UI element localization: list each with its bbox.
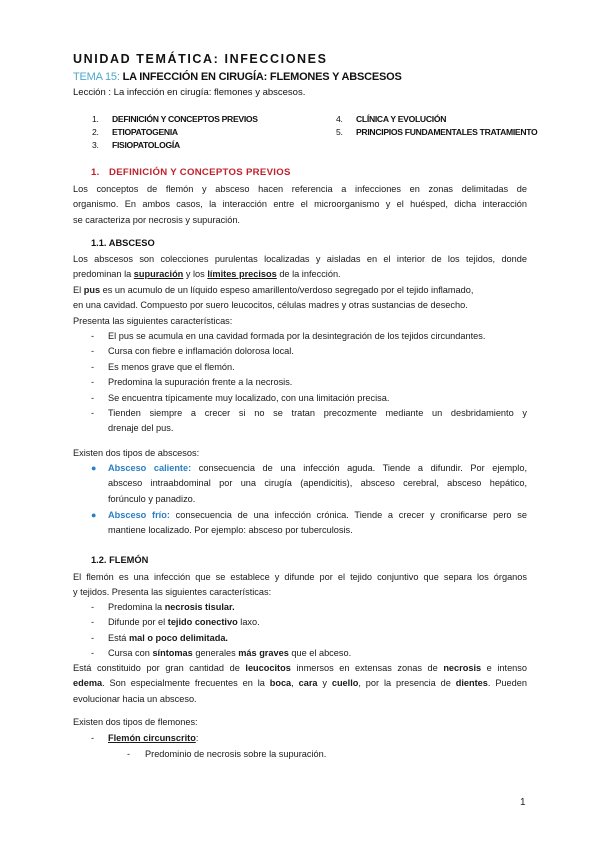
flemon-type-circunscrito xyxy=(91,731,527,763)
flemon-definition xyxy=(73,570,527,601)
text-run: Predomina la xyxy=(108,602,165,612)
tema-title: LA INFECCIÓN EN CIRUGÍA: FLEMONES Y ABSCESOS xyxy=(122,71,402,83)
page-number: 1 xyxy=(520,797,526,808)
toc-item-2 xyxy=(92,127,178,137)
flemon-characteristics-list xyxy=(91,600,527,662)
type-line: absceso intraabdominal por una cirugía (apendicitis), absceso cerebral, absceso hepático, xyxy=(108,478,527,489)
absceso-line xyxy=(73,267,527,282)
section-num: 1. xyxy=(91,167,100,178)
dash-marker: - xyxy=(91,331,95,341)
bullet-marker: ● xyxy=(91,510,97,520)
text-run: consecuencia de una infección aguda. Tiende a difundir. Por ejemplo, xyxy=(191,463,527,473)
tema-label: TEMA 15: xyxy=(73,71,120,83)
flemon-heading: 1.2. FLEMÓN xyxy=(91,555,149,565)
tema-heading xyxy=(73,71,402,83)
keyword: necrosis xyxy=(443,663,482,673)
absceso-line: Los abscesos son colecciones purulentas localizadas y aisladas en el interior de los tejidos, donde xyxy=(73,254,527,264)
keyword: cuello xyxy=(331,678,359,689)
list-item-text xyxy=(108,600,235,615)
keyword: síntomas xyxy=(152,648,193,659)
keyword-pus: pus xyxy=(83,284,101,295)
text-run: y los xyxy=(183,269,208,280)
leccion-line: Lección : La infección en cirugía: flemones y abscesos. xyxy=(73,87,306,98)
list-item-text: drenaje del pus. xyxy=(108,423,174,434)
text-run: de la infección. xyxy=(276,269,341,280)
keyword: tejido conectivo xyxy=(167,617,238,628)
pus-line xyxy=(73,283,527,298)
dash-marker: - xyxy=(91,648,95,659)
absceso-type-frio xyxy=(91,508,527,540)
dash-marker: - xyxy=(91,392,95,403)
list-item-text: Es menos grave que el flemón. xyxy=(108,361,235,372)
dash-marker: - xyxy=(91,733,95,743)
keyword-supuracion: supuración xyxy=(133,269,184,280)
toc-item-4 xyxy=(336,114,446,124)
text-run: . Son especialmente frecuentes en la xyxy=(102,678,270,689)
unit-title: UNIDAD TEMÁTICA: INFECCIONES xyxy=(73,52,328,66)
list-item-text: El pus se acumula en una cavidad formada por la desintegración de los tejidos circundantes. xyxy=(108,331,486,341)
text-run: El xyxy=(73,284,84,295)
text-run: consecuencia de una infección crónica. Tiende a crecer y cronificarse pero se xyxy=(169,510,527,520)
toc-label: CLÍNICA Y EVOLUCIÓN xyxy=(356,114,447,124)
flemon-composition xyxy=(73,661,527,707)
text-run: e intenso xyxy=(481,663,527,673)
text-run: : xyxy=(195,733,199,743)
type-label xyxy=(108,731,198,746)
type-line xyxy=(108,508,527,523)
keyword: edema xyxy=(73,678,103,689)
dash-marker: - xyxy=(91,602,95,612)
keyword: necrosis tisular. xyxy=(164,602,235,612)
toc-label: FISIOPATOLOGÍA xyxy=(112,140,180,150)
absceso-heading: 1.1. ABSCESO xyxy=(91,238,155,248)
dash-marker: - xyxy=(91,632,95,643)
section-1-heading xyxy=(91,167,291,178)
keyword: más graves xyxy=(238,648,289,659)
toc-num: 4. xyxy=(336,114,343,124)
toc-num: 2. xyxy=(92,127,99,137)
section-title: DEFINICIÓN Y CONCEPTOS PREVIOS xyxy=(109,167,291,178)
types-intro: Existen dos tipos de abscesos: xyxy=(73,448,200,458)
text-run: . Pueden xyxy=(487,678,527,689)
flemon-line: y tejidos. Presenta las siguientes características: xyxy=(73,587,272,598)
list-item-text: Cursa con fiebre e inflamación dolorosa local. xyxy=(108,346,294,357)
composition-line xyxy=(73,676,527,691)
pus-line-2: en una cavidad. Compuesto por suero leucocitos, células madres y otras sustancias de desecho. xyxy=(73,300,468,311)
dash-marker: - xyxy=(91,408,95,418)
absceso-type-caliente xyxy=(91,461,527,509)
text-run: predominan la xyxy=(73,269,134,280)
toc-num: 3. xyxy=(92,140,99,150)
text-run: Cursa con xyxy=(108,648,153,659)
sub-item-text: Predominio de necrosis sobre la supuración. xyxy=(145,749,327,759)
type-name: Absceso frío: xyxy=(108,510,170,520)
types-intro: Existen dos tipos de flemones: xyxy=(73,717,198,727)
list-item-text: Tienden siempre a crecer si no se tratan precozmente mediante un desbridamiento y xyxy=(108,408,527,418)
keyword: mal o poco delimitada. xyxy=(128,632,228,643)
section-1-intro xyxy=(73,182,527,228)
type-line xyxy=(108,461,527,476)
toc-item-1 xyxy=(92,114,258,124)
toc-item-3 xyxy=(92,140,180,150)
text-run: inmersos en extensas zonas de xyxy=(290,663,444,673)
text-run: y xyxy=(317,678,332,689)
absceso-definition xyxy=(73,252,527,329)
list-item-text xyxy=(108,631,228,646)
dash-marker: - xyxy=(91,346,95,357)
list-item-text: Se encuentra típicamente muy localizado, con una limitación precisa. xyxy=(108,392,390,403)
text-run: Difunde por el xyxy=(108,617,168,628)
keyword: leucocitos xyxy=(245,663,291,673)
toc-item-5 xyxy=(336,127,537,137)
type-name: Flemón circunscrito xyxy=(108,733,196,743)
toc-num: 5. xyxy=(336,127,343,137)
text-run: laxo. xyxy=(237,617,260,628)
toc-label: PRINCIPIOS FUNDAMENTALES TRATAMIENTO xyxy=(356,127,538,137)
flemon-types-intro xyxy=(73,715,527,730)
dash-marker: - xyxy=(91,377,95,388)
type-line: mantiene localizado. Por ejemplo: absceso por tuberculosis. xyxy=(108,525,353,536)
text-run: que el abceso. xyxy=(288,648,352,659)
keyword: dientes xyxy=(455,678,488,689)
intro-line: organismo. En ambos casos, la interacción entre el microorganismo y el huésped, dicha interacción xyxy=(73,199,527,210)
toc-label: DEFINICIÓN Y CONCEPTOS PREVIOS xyxy=(112,114,258,124)
composition-line: evolucionar hacia un absceso. xyxy=(73,693,197,704)
absceso-types-intro xyxy=(73,446,527,461)
intro-line: Los conceptos de flemón y absceso hacen referencia a infecciones en zonas delimitadas de xyxy=(73,184,527,194)
dash-marker: - xyxy=(127,749,131,759)
type-text xyxy=(108,461,527,507)
characteristics-intro: Presenta las siguientes características: xyxy=(73,315,233,326)
text-run: , xyxy=(291,678,299,689)
type-text xyxy=(108,508,527,539)
intro-line: se caracteriza por necrosis y supuración. xyxy=(73,214,240,225)
keyword-limites: límites precisos xyxy=(207,269,277,280)
text-run: Está xyxy=(108,632,129,643)
toc-label: ETIOPATOGENIA xyxy=(112,127,178,137)
dash-marker: - xyxy=(91,361,95,372)
type-name: Absceso caliente: xyxy=(108,463,192,473)
bullet-marker: ● xyxy=(91,463,97,473)
text-run: , por la presencia de xyxy=(358,678,456,689)
keyword: boca xyxy=(269,678,292,689)
type-line: forúnculo y panadizo. xyxy=(108,493,196,504)
toc-num: 1. xyxy=(92,114,99,124)
absceso-characteristics-list xyxy=(91,329,527,439)
text-run: es un acumulo de un líquido espeso amarillento/verdoso segregado por el tejido inflamado, xyxy=(100,284,474,295)
flemon-line: El flemón es una infección que se establece y difunde por el tejido conjuntivo que separa los órganos xyxy=(73,572,527,582)
list-item-text xyxy=(108,615,260,630)
list-item-text xyxy=(108,646,351,661)
composition-line xyxy=(73,661,527,676)
dash-marker: - xyxy=(91,617,95,628)
text-run: generales xyxy=(192,648,239,659)
list-item-text: Predomina la supuración frente a la necrosis. xyxy=(108,377,293,388)
text-run: Está constituido por gran cantidad de xyxy=(73,663,246,673)
keyword: cara xyxy=(298,678,318,689)
